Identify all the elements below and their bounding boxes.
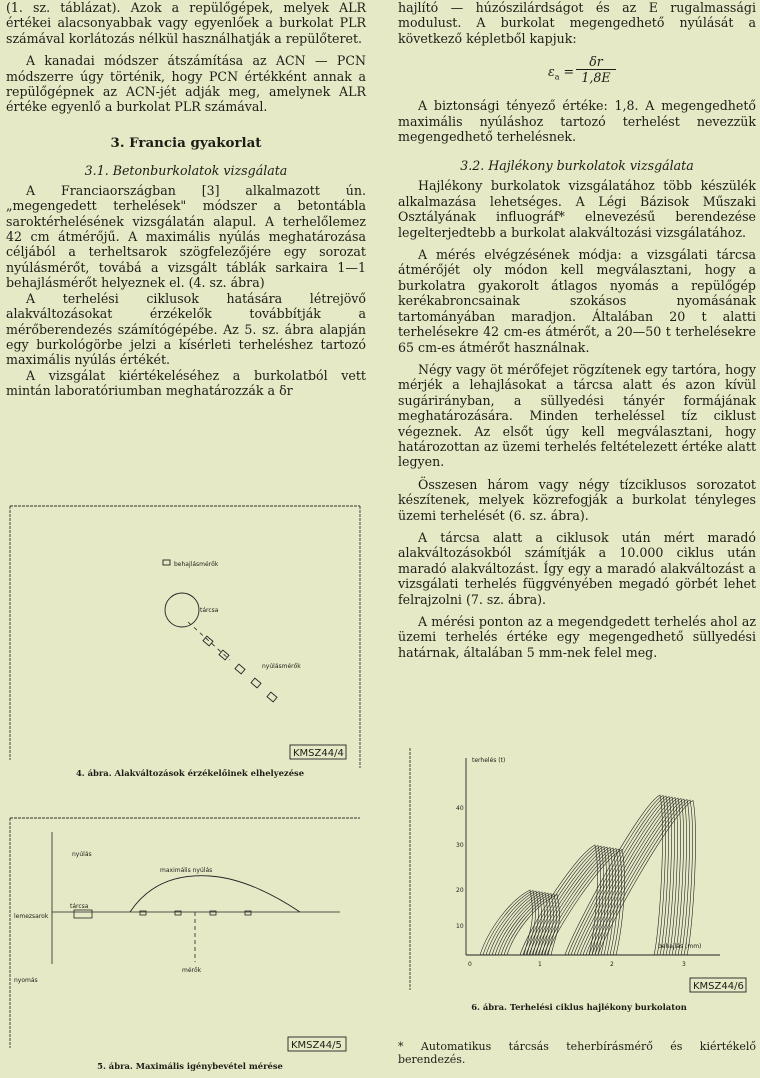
right-paragraph-7: A tárcsa alatt a ciklusok után mért maradó alakváltozásokból számítják a 10.000 ciklus után maradó alakváltozást. Így egy a maradó alakváltozást a vizsgálati terhelés függvényében megadó görbét lehet felrajzolni (7. sz. ábra). — [398, 529, 756, 607]
figure-5-code: KMSZ44/5 — [291, 1040, 342, 1051]
figure-4-code: KMSZ44/4 — [293, 748, 344, 759]
x-tick-label: 3 — [682, 961, 686, 968]
right-column — [398, 0, 756, 660]
figure-4-diagram — [0, 500, 380, 786]
footnote: * Automatikus tárcsás teherbírásmérő és kiértékelő berendezés. — [398, 1040, 756, 1066]
load-cycle-curve — [489, 892, 541, 956]
load-cycle-curve — [495, 893, 547, 956]
left-column — [6, 0, 366, 399]
formula-denominator: 1,8E — [581, 70, 611, 86]
x-tick-label: 1 — [538, 961, 542, 968]
fig5-meroelemek — [140, 911, 251, 915]
label-nyomas: nyomás — [14, 977, 38, 984]
x-tick-label: 0 — [468, 961, 472, 968]
tarcsa-circle — [165, 593, 199, 627]
figure-5-diagram — [0, 812, 380, 1060]
label-nyulasmerok: nyúlásmérők — [262, 663, 301, 670]
y-tick-label: 30 — [456, 842, 464, 849]
x-tick-label: 2 — [610, 961, 614, 968]
left-paragraph-3: A Franciaországban [3] alkalmazott ún. „megengedett terhelések" módszer a betontábla saroktérhelésének vizsgálatán alapul. A terhelőlemez 42 cm átmérőjű. A maximális nyúlás meghatározása céljából a terheltsarok szögfelezőjére egy sorozat nyúlásmérőt, továbá a vizsgált táblák sarkaira 1—1 behajlásmérőt helyeznek el. (4. sz. ábra) — [6, 182, 366, 291]
figure-6-code: KMSZ44/6 — [693, 981, 744, 992]
label-maximalis-nyulas: maximális nyúlás — [160, 867, 213, 874]
label-merok: mérők — [182, 967, 202, 974]
y-tick-label: 40 — [456, 805, 464, 812]
right-paragraph-1: hajlító — húzószilárdságot és az E rugalmassági modulust. A burkolat megengedhető nyúlását a következő képletből kapjuk: — [398, 0, 756, 46]
figure-6-chart — [400, 740, 760, 1000]
left-paragraph-5: A vizsgálat kiértékeléséhez a burkolatból vett mintán laboratóriumban meghatározzák a δr — [6, 367, 366, 399]
y-tick-label: 20 — [456, 887, 464, 894]
formula-lhs: ε — [548, 64, 555, 80]
formula-numerator: δr — [576, 54, 616, 70]
right-paragraph-3: Hajlékony burkolatok vizsgálatához több készülék alkalmazása lehetséges. A Légi Bázisok Műszaki Osztályának influográf* elnevezésű berendezése legelterjedtebb a burkolat alakváltozási vizsgálatához. — [398, 178, 756, 240]
fig6-curves — [480, 795, 695, 955]
right-paragraph-4: A mérés elvégzésének módja: a vizsgálati tárcsa átmérőjét oly módon kell megválasztani, hogy a burkolatra gyakorolt átlagos nyomás a repülőgép kerékabroncsainak szokásos nyomásának tartományában maradjon. Általában 20 t alatti terhelésekre 42 cm-es átmérőt, a 20—50 t terhelésekre 65 cm-es átmérőt használnak. — [398, 247, 756, 355]
right-paragraph-5: Négy vagy öt mérőfejet rögzítenek egy tartóra, hogy mérjék a lehajlásokat a tárcsa alatt és azon kívül sugárirányban, a süllyedési tányér formájának meghatározására. Minden terheléssel tíz ciklust végeznek. Az elsőt úgy kell megválasztani, hogy határozottan az üzemi terhelés feltételezett értéke alatt legyen. — [398, 361, 756, 470]
subsection-title-3-2: 3.2. Hajlékony burkolatok vizsgálata — [460, 158, 694, 174]
right-paragraph-8: A mérési ponton az a megendgedett terhelés ahol az üzemi terhelés értéke egy megengedhető süllyedési határnak, általában 5 mm-nek felel meg. — [398, 614, 756, 660]
right-paragraph-6: Összesen három vagy négy tízciklusos sorozatot készítenek, melyek közrefogják a burkolat tényleges üzemi terhelését (6. sz. ábra). — [398, 476, 756, 523]
load-cycle-curve — [486, 891, 538, 955]
load-cycle-curve — [507, 895, 559, 956]
load-cycle-curve — [492, 892, 544, 955]
figure-4-caption: 4. ábra. Alakváltozások érzékelőinek elhelyezése — [75, 768, 305, 778]
subsection-title-3-1: 3.1. Betonburkolatok vizsgálata — [84, 162, 288, 178]
figure-5-caption: 5. ábra. Maximális igénybevétel mérése — [97, 1061, 283, 1071]
load-cycle-curve — [498, 893, 550, 955]
formula-block: $\varepsilon_a$ = $\frac{\delta r}{1,8E}$ — [398, 46, 756, 98]
y-axis-label: terhelés (t) — [472, 757, 506, 764]
left-paragraph-2: A kanadai módszer átszámítása az ACN — PCN módszerre úgy történik, hogy PCN értékként annak a repülőgépnek az ACN-jét adják meg, amelynek ALR értéke egyenlő a burkolat PLR számával. — [6, 53, 366, 115]
load-cycle-curve — [501, 894, 553, 956]
label-tarcsa-5: tárcsa — [70, 903, 89, 910]
label-behajlasmerok: behajlásmérők — [174, 561, 219, 568]
load-cycle-curve — [483, 891, 535, 956]
section-title: 3. Francia gyakorlat — [110, 134, 262, 151]
load-cycle-curve — [504, 894, 556, 955]
formula-sub: a — [554, 72, 560, 82]
left-paragraph-1: (1. sz. táblázat). Azok a repülőgépek, melyek ALR értékei alacsonyabbak vagy egyenlőek a burkolat PLR számával korlátozás nélkül használhatják a repülőteret. — [6, 0, 366, 46]
right-paragraph-2: A biztonsági tényező értéke: 1,8. A megengedhető maximális nyúláshoz tartozó terhelést nevezzük megengedhető terhelésnek. — [398, 98, 756, 145]
left-paragraph-4: A terhelési ciklusok hatására létrejövő alakváltozásokat érzékelők továbbítják a mérőberendezés számítógépébe. Az 5. sz. ábra alapján egy burkológörbe jelzi a kísérleti terheléshez tartozó maximális nyúlás értékét. — [6, 290, 366, 368]
label-tarcsa: tárcsa — [200, 607, 219, 614]
label-lemezsarok: lemezsarok — [14, 913, 49, 920]
x-axis-label: behajlás (mm) — [658, 943, 702, 950]
figure-6-caption: 6. ábra. Terhelési ciklus hajlékony burkolaton — [471, 1002, 687, 1012]
label-nyulas-axis: nyúlás — [72, 851, 92, 858]
y-tick-label: 10 — [456, 923, 464, 930]
behajlasmero-marker — [163, 560, 170, 565]
